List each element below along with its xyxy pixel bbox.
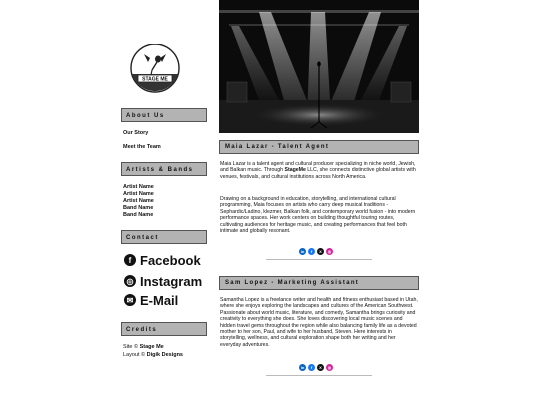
section-divider (266, 375, 372, 376)
band-link[interactable]: Band Name (123, 212, 154, 218)
facebook-share-icon[interactable]: f (308, 248, 315, 255)
email-icon: ✉ (124, 294, 136, 306)
instagram-contact-link[interactable] (124, 273, 202, 289)
contact-section-header: Contact (121, 230, 207, 244)
credits-text: Site © Stage Me Layout © Digik Designs (123, 344, 183, 358)
sam-bio-paragraph: Samantha Lopez is a freelance writer and health and fitness enthusiast based in Utah, where she enjoys exploring the landscapes and cultures of the American Southwest. Passionate about world music, literature, and comedy, Samantha brings curiosity and creativity to everything she does. She loves discovering local music scenes and hidden travel gems throughout the region while also balancing family life as a devoted mother to her son, Paul, and wife to her husband, Steven. Here interests in storytelling, wellness, and cultural exploration shape both her writing and her everyday adventures. (220, 297, 418, 348)
artist-link[interactable]: Artist Name (123, 198, 154, 204)
site-credit-link[interactable]: Stage Me (139, 344, 164, 350)
stage-me-logo[interactable] (128, 44, 182, 94)
linkedin-share-icon[interactable]: in (300, 249, 305, 254)
facebook-label: Facebook (140, 252, 201, 268)
email-label: E-Mail (140, 292, 179, 308)
instagram-share-icon[interactable]: ◎ (327, 365, 332, 370)
band-link[interactable]: Band Name (123, 205, 154, 211)
instagram-share-icon[interactable]: ◎ (327, 249, 332, 254)
instagram-icon: ◎ (124, 275, 136, 287)
x-share-icon[interactable]: X (317, 364, 324, 371)
share-icons (299, 248, 333, 255)
section-divider (266, 259, 372, 260)
credits-section-header: Credits (121, 322, 207, 336)
artist-link[interactable]: Artist Name (123, 184, 154, 190)
profile-heading-maia: Maia Lazar - Talent Agent (219, 140, 419, 154)
about-section-header: About Us (121, 108, 207, 122)
facebook-contact-link[interactable] (124, 252, 201, 268)
stage-hero-image (219, 0, 419, 133)
facebook-share-icon[interactable]: f (308, 364, 315, 371)
maia-bio-paragraph-2: Drawing on a background in education, storytelling, and international cultural programming, Maia focuses on artists who carry deep musical traditions - Sephardic/Ladino, klezmer, Balkan folk, and contemporary world fusion - into modern performance spaces. Her work centers on building thoughtful touring routes, cultivating audiences for heritage music, and creating performances that feel both intimate and globally resonant. (220, 196, 416, 235)
email-contact-link[interactable] (124, 292, 178, 308)
meet-the-team-link[interactable]: Meet the Team (123, 144, 161, 150)
maia-bio-paragraph-1: Maia Lazar is a talent agent and cultural producer specializing in niche world, Jewish, and Balkan music. Through StageMe LLC, she connects distinctive global artists with venues, festivals, and cultural institutions across North America. (220, 161, 416, 180)
artists-section-header: Artists & Bands (121, 162, 207, 176)
linkedin-share-icon[interactable]: in (300, 365, 305, 370)
profile-heading-sam: Sam Lopez - Marketing Assistant (219, 276, 419, 290)
x-share-icon[interactable]: X (317, 248, 324, 255)
layout-credit-link[interactable]: Digik Designs (146, 351, 183, 358)
artist-link[interactable]: Artist Name (123, 191, 154, 197)
logo-text: STAGE ME (142, 76, 168, 83)
facebook-icon: f (124, 254, 136, 266)
share-icons (299, 364, 333, 371)
instagram-label: Instagram (140, 273, 203, 289)
stageme-link[interactable]: StageMe (284, 167, 306, 174)
our-story-link[interactable]: Our Story (123, 130, 149, 136)
